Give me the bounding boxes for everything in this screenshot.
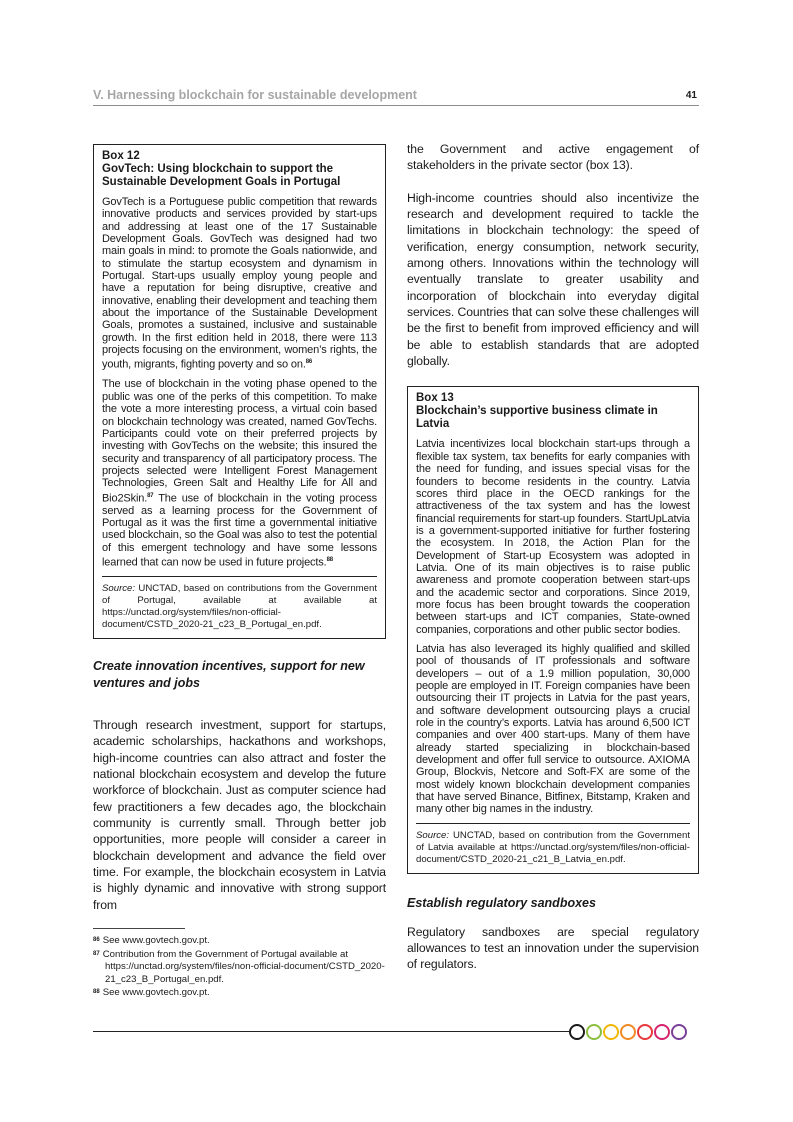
right-column: [407, 141, 699, 973]
high-income-paragraph: High-income countries should also incentivize the research and development required to tackle the limitations in blockchain technology: the speed of verification, energy consumption, network security, among others. Innovations within the technology will eventually translate to greater usability and incorporation of blockchain into everyday digital services. Countries that can solve these challenges will be the first to benefit from improved efficiency and will be able to establish standards that are adopted globally.: [407, 190, 699, 369]
footer-circle-icon: [637, 1024, 653, 1040]
left-column: [93, 144, 386, 913]
footnotes: [93, 934, 386, 1000]
footer-divider: [93, 1031, 571, 1032]
box-13-source-divider: [416, 823, 690, 824]
page-number: 41: [685, 90, 697, 101]
box-13-paragraph-2: Latvia has also leveraged its highly qualified and skilled pool of thousands of IT professionals and software developers – out of a 1.9 million population, 30,000 people are employed in IT. Foreign companies have been outsourcing their IT projects in Latvia for the past years, and software development outsourcing plays a crucial role in the country’s exports. Latvia has around 6,500 ICT companies and over 400 start-ups. Many of them have already started specializing in blockchain-based development and offer full service to outsource. AXIOMA Group, Blockvis, Netcore and Soft-FX are some of the most widely known blockchain development companies that have served Binance, Bitfinex, Bitstamp, Kraken and many other big names in the industry.: [416, 642, 690, 816]
box-12-number: Box 12: [102, 150, 140, 162]
box-13-source: Source: UNCTAD, based on contribution from the Government of Latvia available at https://unctad.org/system/files/non-official-document/CSTD_2020-21_c21_B_Latvia_en.pdf.: [416, 829, 690, 865]
footnote-88: $^{88}$ See www.govtech.gov.pt.: [93, 987, 210, 998]
footnote-ref-87[interactable]: 87: [147, 492, 154, 499]
footer-circle-icon: [620, 1024, 636, 1040]
footer-circle-icon: [603, 1024, 619, 1040]
footnote-87: $^{87}$ Contribution from the Government of Portugal available at https://unctad.org/system/files/non-official-document/CSTD_2020-21_c23_B_Portugal_en.pdf.: [93, 948, 385, 985]
box-13: [407, 386, 699, 873]
box-12-source: Source: UNCTAD, based on contributions from the Government of Portugal, available at available at https://unctad.org/system/files/non-official-document/CSTD_2020-21_c23_B_Portugal_en.pdf.: [102, 582, 377, 630]
footer-circle-icon: [654, 1024, 670, 1040]
box-13-number: Box 13: [416, 392, 454, 405]
footnote-86: $^{86}$ See www.govtech.gov.pt.: [93, 935, 210, 946]
box-13-title: Blockchain’s supportive business climate in Latvia: [416, 405, 658, 431]
box-12-paragraph-2: The use of blockchain in the voting phase opened to the public was one of the perks of this competition. To make the vote a more interesting process, a virtual coin based on blockchain technology was created, named GovTechs. Participants could vote on their preferred projects by investing with GovTechs on the website; this insured the security and transparency of all participatory process. The projects selected were Intelligent Forest Management Technologies, Green Salt and Healthy Life for All and Bio2Skin.$^{87}$ The use of blockchain in the voting process served as a learning process for the Government of Portugal as it was the first time a governmental initiative used blockchain, so the Goal was also to test the potential of this emergent technology and have some lessons learned that can now be used in future projects.$^{88}$: [102, 378, 377, 569]
box-12: [93, 144, 386, 639]
footnote-divider: [93, 928, 185, 929]
footnote-ref-88[interactable]: 88: [326, 556, 333, 563]
section-heading-innovation-incentives: Create innovation incentives, support for new ventures and jobs: [93, 658, 365, 690]
footer-circle-icon: [586, 1024, 602, 1040]
section-heading-regulatory-sandboxes: Establish regulatory sandboxes: [407, 895, 596, 910]
regulatory-sandboxes-paragraph: Regulatory sandboxes are special regulatory allowances to test an innovation under the supervision of regulators.: [407, 924, 699, 972]
footnote-ref-86[interactable]: 86: [305, 359, 313, 366]
footer-circle-icon: [671, 1024, 687, 1040]
running-header: V. Harnessing blockchain for sustainable development: [93, 88, 417, 102]
box-12-source-divider: [102, 576, 377, 577]
box-13-paragraph-1: Latvia incentivizes local blockchain start-ups through a flexible tax system, tax benefits for early companies with the need for funding, and issues special visas for the founders to become residents in the country. Latvia scores third place in the OECD rankings for the attractiveness of the tax system and has the lowest financial requirements for start-up founders. StartUpLatvia is a government-supported initiative for further fostering the ecosystem. In 2018, the Action Plan for the Development of Start-up Ecosystem was adopted in Latvia. One of its main objectives is to raise public awareness and promote cooperation between start-ups and the academic sector and corporations. Since 2019, more focus has been brought towards the cooperation between start-ups and ICT companies, State-owned companies, corporations and other public sector bodies.: [416, 438, 690, 636]
footer-dots-decoration: [569, 1024, 687, 1040]
header-divider: [93, 105, 699, 106]
footer-circle-icon: [569, 1024, 585, 1040]
innovation-incentives-paragraph: Through research investment, support for startups, academic scholarships, hackathons and workshops, high-income countries can also attract and foster the national blockchain ecosystem and develop the future workforce of blockchain. Just as computer science had few practitioners a few decades ago, the blockchain community is currently small. Through better job opportunities, more people will consider a career in blockchain development and advance the field over time. For example, the blockchain ecosystem in Latvia is highly dynamic and innovative with strong support from: [93, 717, 386, 912]
box-12-title: GovTech: Using blockchain to support the Sustainable Development Goals in Portugal: [102, 163, 341, 188]
box-12-paragraph-1: GovTech is a Portuguese public competition that rewards innovative products and services provided by start-ups and addressing at least one of the 17 Sustainable Development Goals. GovTech was designed had two main goals in mind: to promote the Goals nationwide, and to stimulate the startup ecosystem and dynamism in Portugal. Start-ups usually employ young people and have a reputation for being disruptive, creative and innovative, enabling their development and teaching them about the importance of the Sustainable Development Goals, promotes a sustained, inclusive and sustainable growth. In the first edition held in 2018, there were 113 projects focusing on the environment, women’s rights, the youth, migrants, fighting poverty and so on.$^{86}$: [102, 196, 377, 372]
continuation-paragraph: the Government and active engagement of stakeholders in the private sector (box 13).: [407, 142, 699, 173]
